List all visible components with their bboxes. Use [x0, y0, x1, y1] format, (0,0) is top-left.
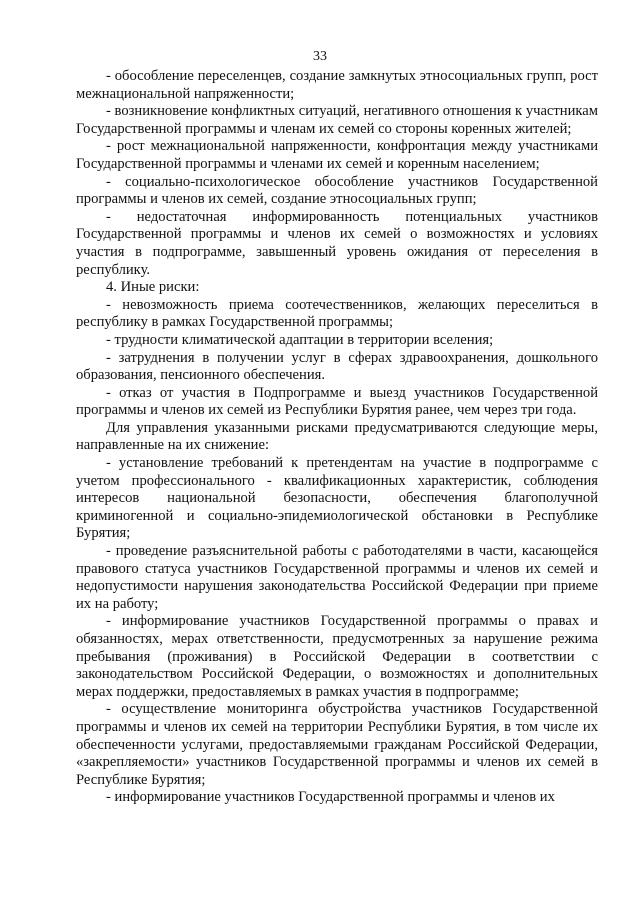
paragraph: - недостаточная информированность потенциальных участников Государственной программы и членов их семей о возможностях и условиях участия в подпрограмме, завышенный уровень ожидания от переселения в республику. [76, 208, 598, 278]
paragraph: Для управления указанными рисками предусматриваются следующие меры, направленные на их снижение: [76, 419, 598, 454]
page-number: 33 [313, 49, 327, 64]
section-heading: 4. Иные риски: [106, 279, 200, 296]
paragraph: - трудности климатической адаптации в территории вселения; [106, 331, 494, 348]
paragraph: - рост межнациональной напряженности, конфронтация между участниками Государственной программы и членами их семей и коренным населением; [76, 138, 598, 172]
paragraph: - установление требований к претендентам на участие в подпрограмме с учетом профессионального - квалификационных характеристик, соблюдения интересов национальной безопасности, обеспечения благополучной криминогенной и социально-эпидемиологической обстановки в Республике Бурятия; [76, 455, 598, 542]
paragraph: - информирование участников Государственной программы о правах и обязанностях, мерах ответственности, предусмотренных за нарушение режима пребывания (проживания) в Российской Федерации в соответствии с законодательством Российской Федерации, о возможностях и дополнительных мерах поддержки, предоставляемых в рамках участия в подпрограмме; [76, 613, 598, 700]
paragraph: - информирование участников Государственной программы и членов их [106, 789, 555, 806]
paragraph: - обособление переселенцев, создание замкнутых этносоциальных групп, рост межнациональной напряженности; [76, 68, 598, 102]
paragraph: - возникновение конфликтных ситуаций, негативного отношения к участникам Государственной программы и членам их семей со стороны коренных жителей; [76, 103, 598, 137]
paragraph: - отказ от участия в Подпрограмме и выезд участников Государственной программы и членов их семей из Республики Бурятия ранее, чем через три года. [76, 384, 598, 419]
paragraph: - осуществление мониторинга обустройства участников Государственной программы и членов их семей на территории Республики Бурятия, в том числе их обеспеченности услугами, предоставляемыми гражданам Российской Федерации, «закрепляемости» участников Государственной программы и членов их семей в Республике Бурятия; [76, 701, 598, 788]
document-body [76, 68, 598, 807]
paragraph: - социально-психологическое обособление участников Государственной программы и членов их семей, создание этносоциальных групп; [76, 173, 598, 208]
paragraph: - невозможность приема соотечественников, желающих переселиться в республику в рамках Государственной программы; [76, 296, 598, 331]
paragraph: - затруднения в получении услуг в сферах здравоохранения, дошкольного образования, пенсионного обеспечения. [76, 349, 598, 384]
paragraph: - проведение разъяснительной работы с работодателями в части, касающейся правового статуса участников Государственной программы и членов их семей и недопустимости нарушения законодательства Российской Федерации при приеме их на работу; [76, 543, 598, 612]
